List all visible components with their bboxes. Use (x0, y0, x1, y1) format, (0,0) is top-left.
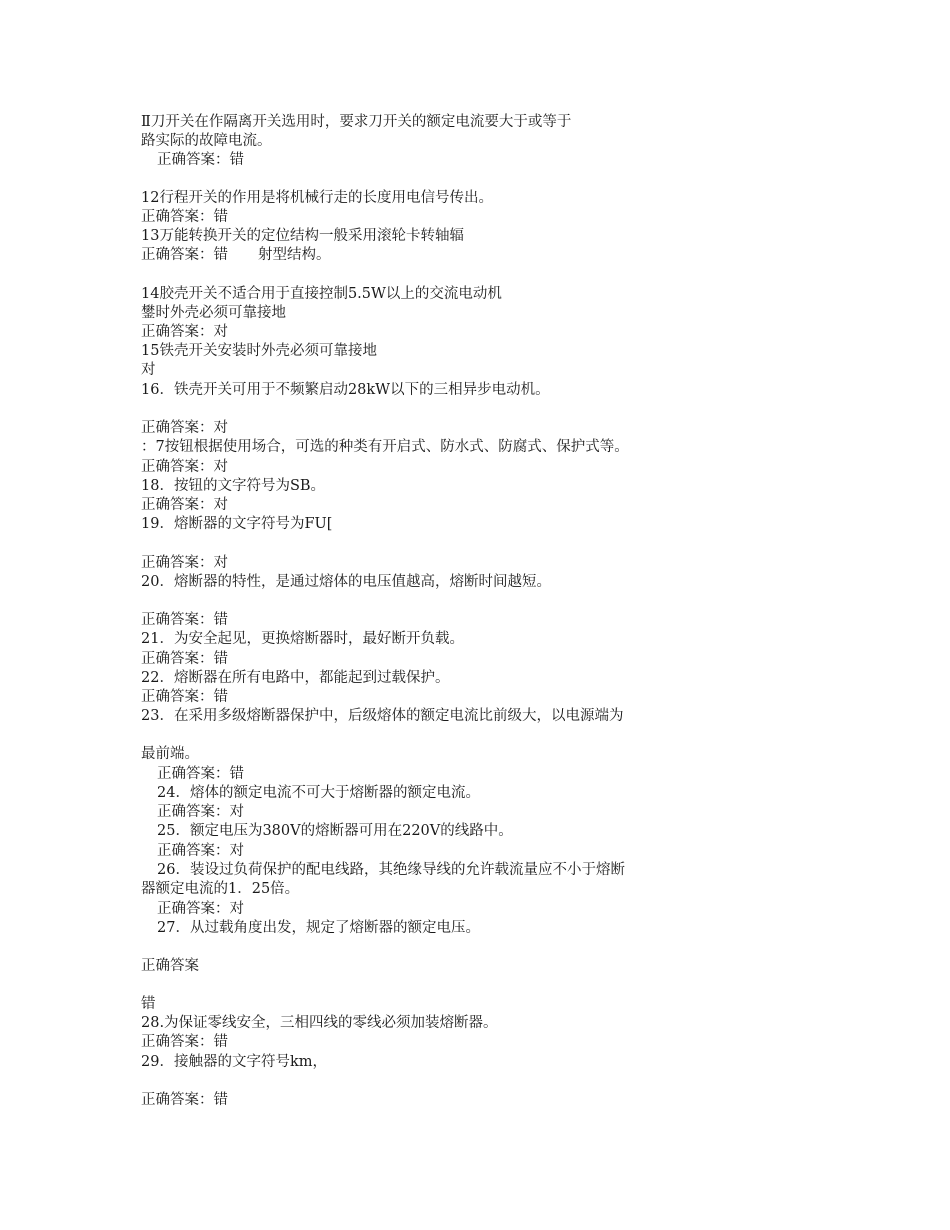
answer-line: 正确答案：错 (141, 651, 228, 667)
answer-value: 错 (141, 996, 156, 1012)
answer-line: 正确答案：对 (141, 420, 228, 436)
answer-line: 正确答案：对 (141, 497, 228, 513)
answer-line: 正确答案：对 (141, 459, 228, 475)
answer-line: 正确答案：错 (141, 1092, 228, 1108)
question-line: 22．熔断器在所有电路中，都能起到过载保护。 (141, 670, 450, 686)
answer-line: 正确答案：错 (157, 766, 244, 782)
question-line: 26．装设过负荷保护的配电线路，其绝缘导线的允许载流量应不小于熔断 (157, 862, 625, 878)
text-fragment: 射型结构。 (258, 247, 331, 263)
answer-line: 正确答案：对 (141, 324, 228, 340)
question-line: 12行程开关的作用是将机械行走的长度用电信号传出。 (141, 190, 493, 206)
answer-line: 正确答案：错 (141, 1034, 228, 1050)
answer-line (141, 246, 331, 264)
question-line: 21．为安全起见，更换熔断器时，最好断开负载。 (141, 631, 464, 647)
answer-line: 正确答案：对 (157, 901, 244, 917)
answer-line: 正确答案：对 (157, 804, 244, 820)
answer-line: 正确答案：错 (141, 689, 228, 705)
question-line: 16．铁壳开关可用于不频繁启动28kW以下的三相异步电动机。 (141, 382, 550, 398)
question-line: 18．按钮的文字符号为SB。 (141, 478, 326, 494)
question-line: 28.为保证零线安全，三相四线的零线必须加装熔断器。 (141, 1015, 498, 1031)
answer-line: 正确答案：错 (141, 209, 228, 225)
question-line: 20．熔断器的特性，是通过熔体的电压值越高，熔断时间越短。 (141, 574, 551, 590)
question-line: 24．熔体的额定电流不可大于熔断器的额定电流。 (157, 785, 480, 801)
answer-label: 正确答案 (141, 958, 199, 974)
text-line: Ⅱ刀开关在作隔离开关选用时，要求刀开关的额定电流要大于或等于 (141, 114, 572, 130)
question-line: 27．从过载角度出发，规定了熔断器的额定电压。 (157, 920, 480, 936)
question-line: 19．熔断器的文字符号为FU[ (141, 516, 333, 532)
text-line: 鐢时外壳必须可靠接地 (141, 305, 286, 321)
question-line: 25．额定电压为380V的熔断器可用在220V的线路中。 (157, 823, 513, 839)
answer-line: 对 (141, 362, 156, 378)
text-line: 器额定电流的1．25倍。 (141, 881, 300, 897)
answer-line: 正确答案：对 (141, 555, 228, 571)
answer-line: 正确答案：错 (141, 612, 228, 628)
answer-text: 正确答案：错 (141, 247, 228, 263)
question-line: ：7按钮根据使用场合，可选的种类有开启式、防水式、防腐式、保护式等。 (141, 439, 629, 455)
question-line: 15铁壳开关安装时外壳必须可靠接地 (141, 343, 377, 359)
answer-line: 正确答案：对 (157, 843, 244, 859)
answer-line: 正确答案：错 (157, 152, 244, 168)
text-line: 最前端。 (141, 746, 199, 762)
question-line: 23．在采用多级熔断器保护中，后级熔体的额定电流比前级大，以电源端为 (141, 708, 624, 724)
text-line: 路实际的故障电流。 (141, 133, 272, 149)
question-line: 29．接触器的文字符号km， (141, 1054, 327, 1070)
question-line: 14胶壳开关不适合用于直接控制5.5W以上的交流电动机 (141, 286, 502, 302)
question-line: 13万能转换开关的定位结构一般采用滚轮卡转轴辐 (141, 228, 464, 244)
